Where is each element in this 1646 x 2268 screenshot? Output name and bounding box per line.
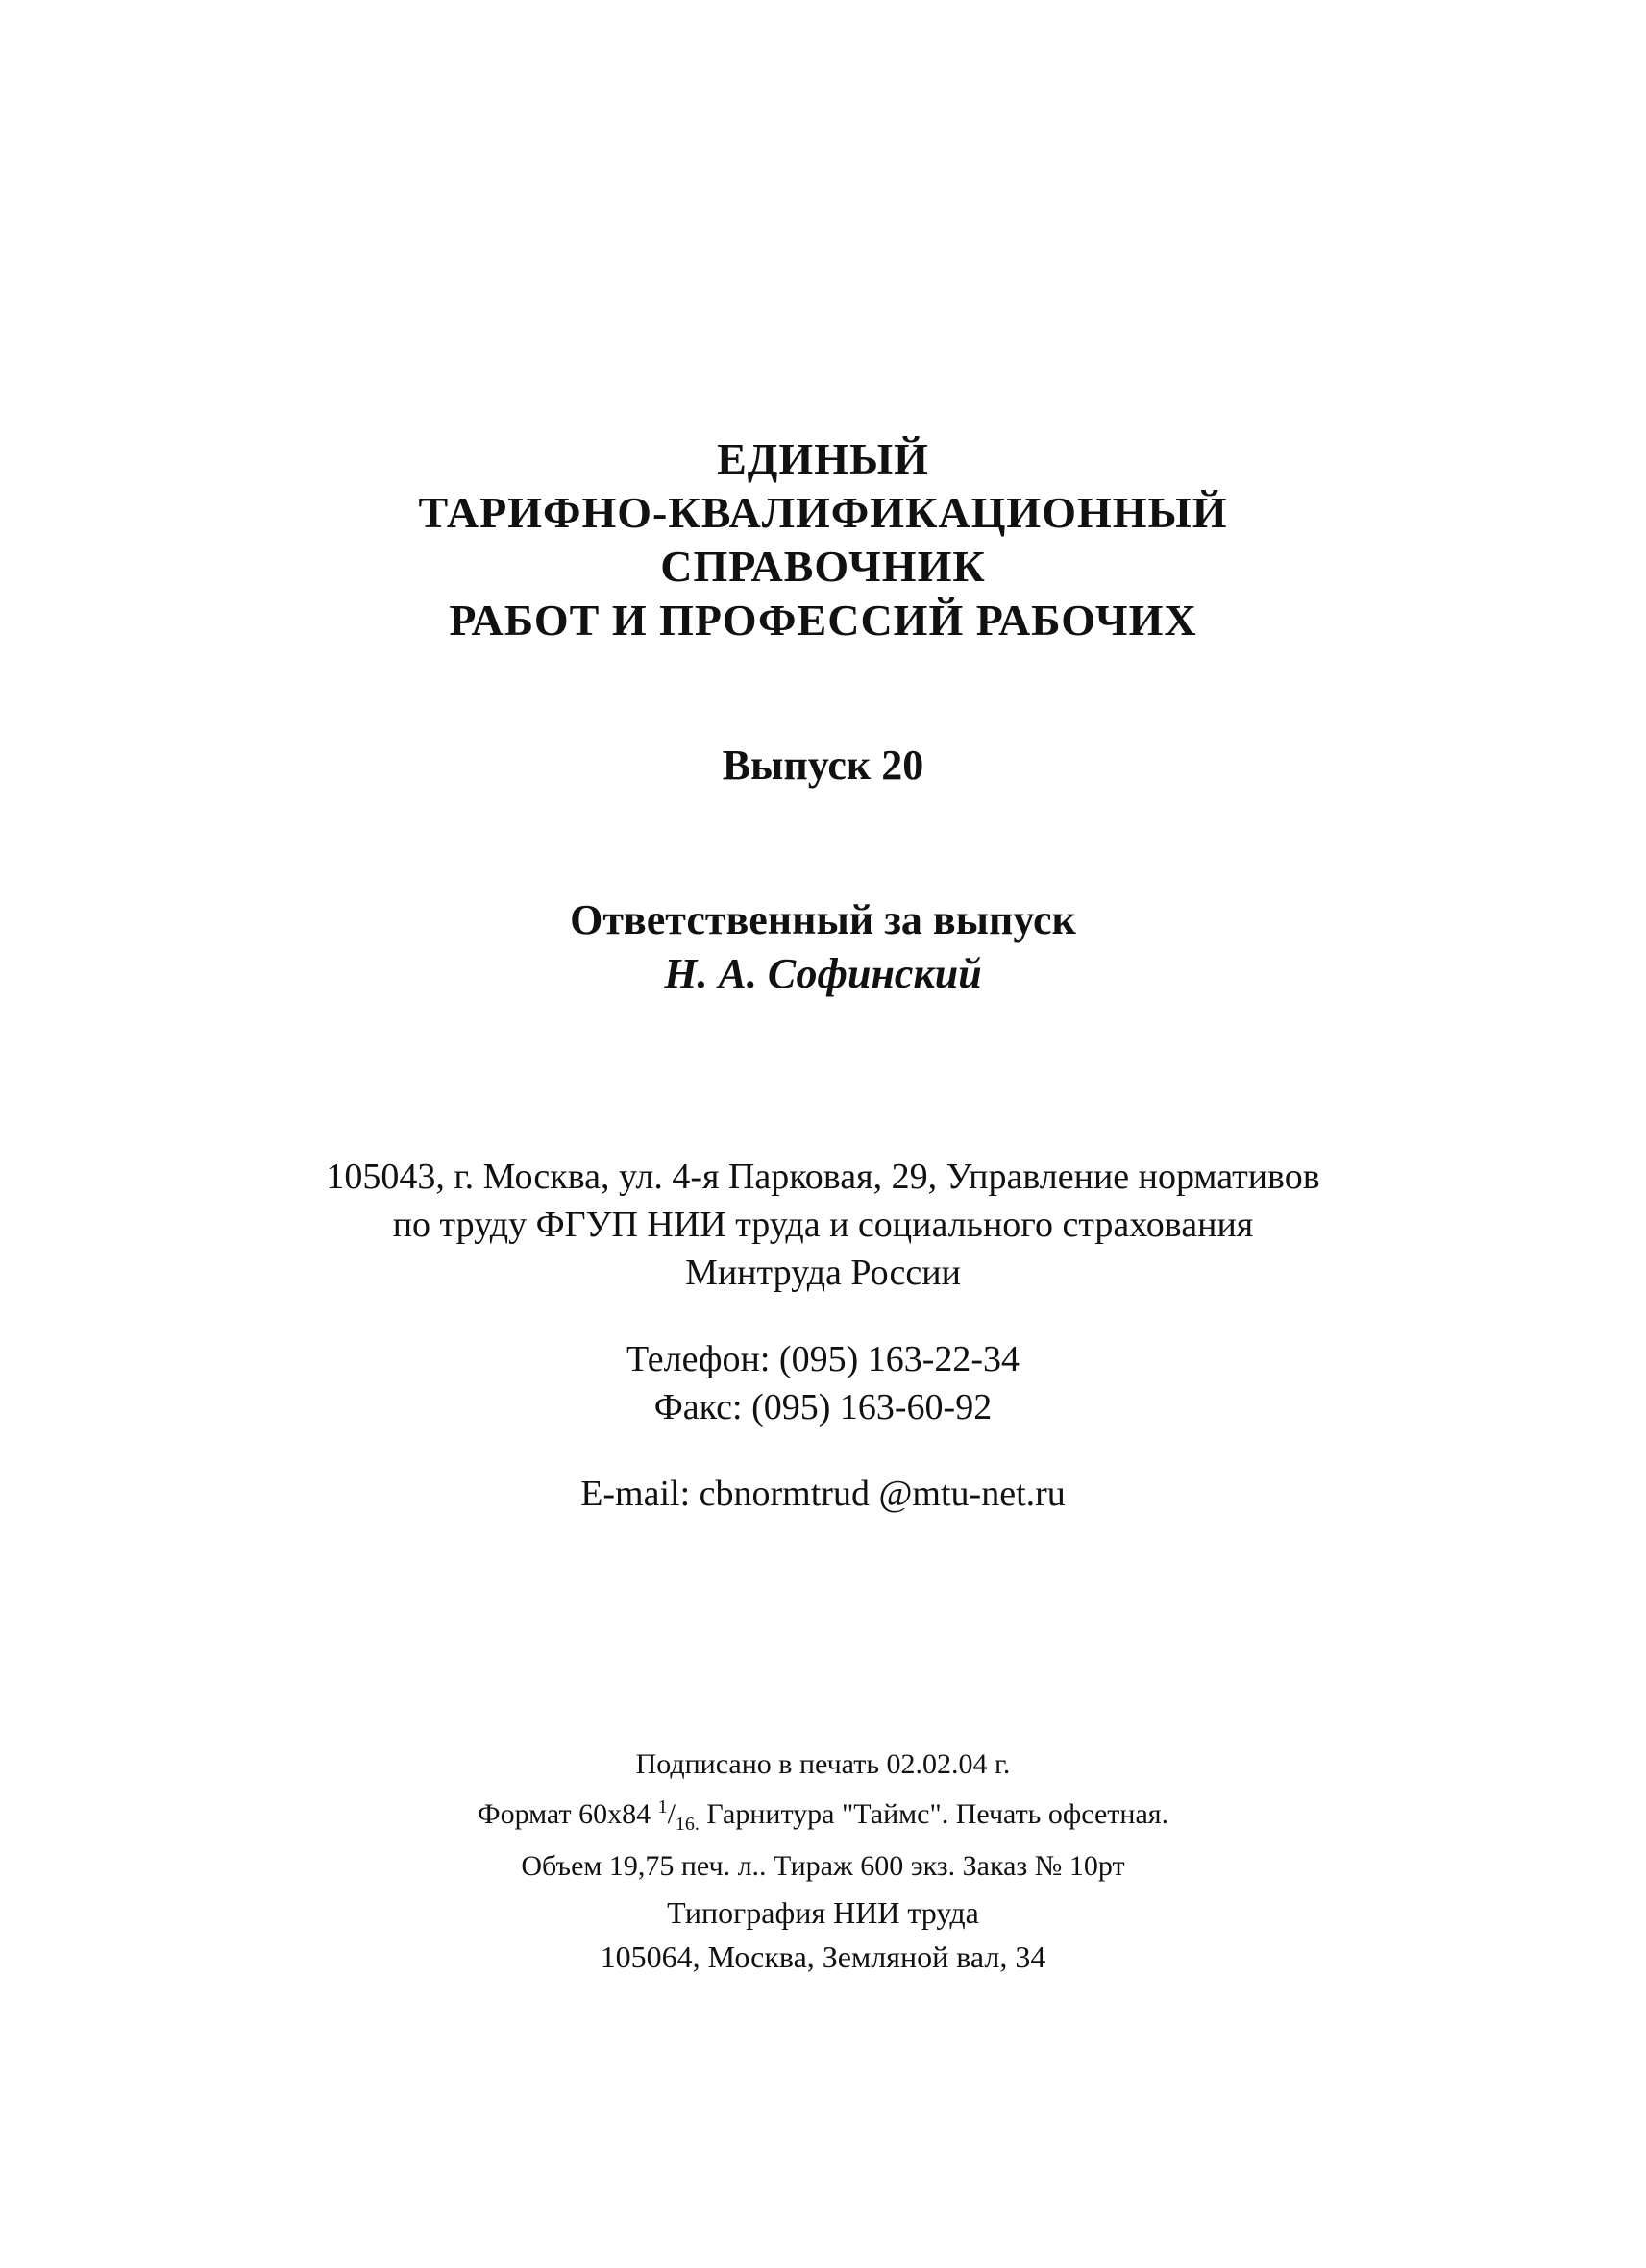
fax-number: Факс: (095) 163-60-92 [653,1387,993,1427]
printer-address: 105064, Москва, Земляной вал, 34 [600,1939,1046,1974]
title-line-3: СПРАВОЧНИК [660,542,986,591]
format-line [0,1786,1646,1845]
responsible-name: Н. А. Софинский [664,950,982,997]
title-line-2: ТАРИФНО-КВАЛИФИКАЦИОННЫЙ [418,488,1228,537]
address-line-3: Минтруда России [685,1253,961,1293]
printer-name: Типография НИИ труда [667,1895,979,1930]
format-separator: / [667,1798,676,1830]
signed-date: Подписано в печать 02.02.04 г. [635,1748,1011,1780]
title-line-4: РАБОТ И ПРОФЕССИЙ РАБОЧИХ [449,596,1197,645]
imprint-block [0,1744,1646,1888]
email-line: E-mail: cbnormtrud @mtu-net.ru [580,1474,1066,1514]
issue-number: Выпуск 20 [722,742,924,789]
address-block [0,1153,1646,1297]
format-suffix: Гарнитура "Таймс". Печать офсетная. [699,1798,1169,1830]
phone-number: Телефон: (095) 163-22-34 [626,1339,1020,1379]
title-line-1: ЕДИНЫЙ [717,434,929,483]
format-prefix: Формат 60x84 [477,1798,658,1830]
printer-block [0,1890,1646,1979]
responsible-block [0,893,1646,1001]
document-title [0,432,1646,647]
format-denominator: 16. [675,1814,700,1835]
format-numerator: 1 [657,1796,668,1817]
phone-block [0,1335,1646,1431]
volume-line: Объем 19,75 печ. л.. Тираж 600 экз. Заказ № 10рт [521,1850,1125,1882]
responsible-label: Ответственный за выпуск [570,896,1076,943]
address-line-1: 105043, г. Москва, ул. 4-я Парковая, 29, Управление нормативов [326,1157,1320,1197]
address-line-2: по труду ФГУП НИИ труда и социального страхования [392,1205,1254,1245]
